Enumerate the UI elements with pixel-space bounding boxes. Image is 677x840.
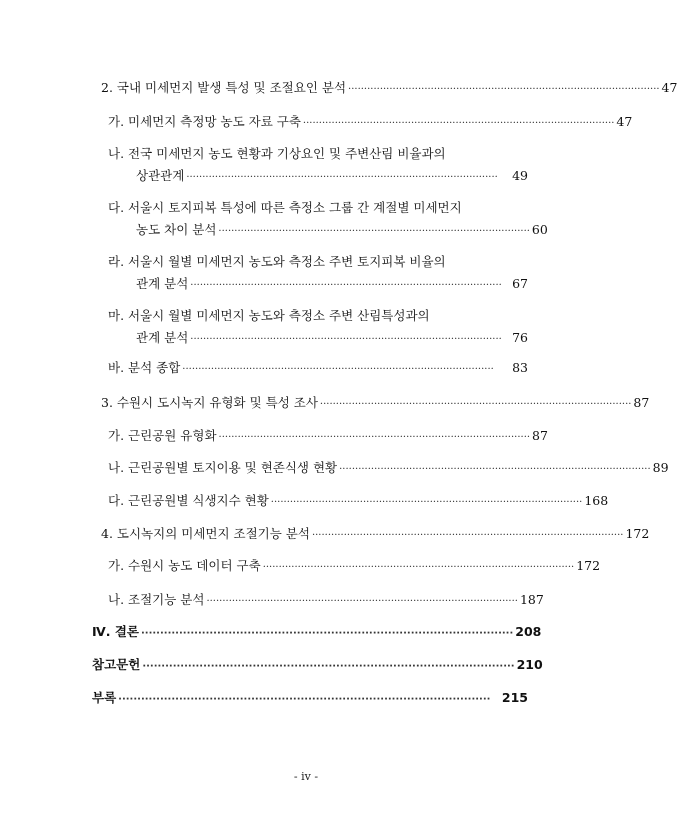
toc-entry-page: 76 bbox=[512, 330, 528, 345]
toc-entry-page: 47 bbox=[661, 80, 677, 95]
toc-entry-3[interactable]: 3. 수원시 도시녹지 유형화 및 특성 조사 ·································································································· 87 bbox=[101, 395, 650, 410]
toc-entry-2-ga[interactable]: 가. 미세먼지 측정망 농도 자료 구축 ·································································································· 47 bbox=[108, 114, 633, 129]
toc-entry-appendix[interactable]: 부록 ·································································································· 215 bbox=[92, 690, 528, 705]
toc-entry-page: 67 bbox=[512, 276, 528, 291]
toc-entry-title: 가. 근린공원 유형화 bbox=[108, 428, 217, 443]
toc-entry-page: 210 bbox=[516, 657, 543, 672]
toc-entry-page: 89 bbox=[652, 460, 669, 475]
toc-entry-page: 47 bbox=[616, 114, 633, 129]
toc-entry-title-cont: 상관관계 bbox=[136, 168, 185, 183]
toc-entry-4-na[interactable]: 나. 조절기능 분석 ·································································································· 187 bbox=[108, 592, 544, 607]
toc-entry-title: 3. 수원시 도시녹지 유형화 및 특성 조사 bbox=[101, 395, 318, 410]
toc-entry-3-na[interactable]: 나. 근린공원별 토지이용 및 현존식생 현황 ·································································································· 89 bbox=[108, 460, 669, 475]
toc-entry-page: 87 bbox=[532, 428, 548, 443]
toc-entry-chapter-4[interactable]: Ⅳ. 결론 ·································································································· 208 bbox=[92, 624, 542, 639]
toc-entry-page: 208 bbox=[515, 624, 542, 639]
toc-entry-3-da[interactable]: 다. 근린공원별 식생지수 현황 ·································································································· 168 bbox=[108, 493, 609, 508]
toc-entry-title: 라. 서울시 월별 미세먼지 농도와 측정소 주변 토지피복 비율의 bbox=[108, 254, 446, 269]
toc-entry-title-cont: 관계 분석 bbox=[136, 330, 189, 345]
toc-entry-2-ra[interactable]: 라. 서울시 월별 미세먼지 농도와 측정소 주변 토지피복 비율의 관계 분석 ·································································································· 67 bbox=[108, 254, 528, 291]
toc-entry-3-ga[interactable]: 가. 근린공원 유형화 ·································································································· 87 bbox=[108, 428, 548, 443]
toc-entry-2-ba[interactable]: 바. 분석 종합 ·································································································· 83 bbox=[108, 360, 528, 375]
toc-entry-references[interactable]: 참고문헌 ·································································································· 210 bbox=[92, 657, 543, 672]
toc-entry-2-da[interactable]: 다. 서울시 토지피복 특성에 따른 측정소 그룹 간 계절별 미세먼지 농도 차이 분석 ·································································································· 60 bbox=[108, 200, 548, 237]
page-number: - iv - bbox=[293, 770, 319, 783]
toc-entry-4[interactable]: 4. 도시녹지의 미세먼지 조절기능 분석 ·································································································· 172 bbox=[101, 526, 650, 541]
toc-entry-title: 다. 근린공원별 식생지수 현황 bbox=[108, 493, 269, 508]
toc-entry-title: 바. 분석 종합 bbox=[108, 360, 181, 375]
toc-entry-title-cont: 농도 차이 분석 bbox=[136, 222, 217, 237]
toc-entry-title: 다. 서울시 토지피복 특성에 따른 측정소 그룹 간 계절별 미세먼지 bbox=[108, 200, 462, 215]
toc-entry-page: 172 bbox=[576, 558, 601, 573]
toc-entry-title: 2. 국내 미세먼지 발생 특성 및 조절요인 분석 bbox=[101, 80, 347, 95]
toc-entry-title: 나. 근린공원별 토지이용 및 현존식생 현황 bbox=[108, 460, 338, 475]
toc-entry-page: 87 bbox=[633, 395, 650, 410]
toc-entry-title: 4. 도시녹지의 미세먼지 조절기능 분석 bbox=[101, 526, 310, 541]
toc-entry-page: 83 bbox=[512, 360, 528, 375]
toc-entry-title: 부록 bbox=[92, 690, 117, 705]
toc-entry-2[interactable]: 2. 국내 미세먼지 발생 특성 및 조절요인 분석 ·································································································· 47 bbox=[101, 80, 677, 95]
toc-entry-title: 마. 서울시 월별 미세먼지 농도와 측정소 주변 산림특성과의 bbox=[108, 308, 430, 323]
toc-entry-title: 가. 수원시 농도 데이터 구축 bbox=[108, 558, 261, 573]
toc-entry-page: 168 bbox=[584, 493, 609, 508]
toc-entry-title: 가. 미세먼지 측정망 농도 자료 구축 bbox=[108, 114, 301, 129]
toc-entry-title: 나. 전국 미세먼지 농도 현황과 기상요인 및 주변산림 비율과의 bbox=[108, 146, 446, 161]
toc-entry-4-ga[interactable]: 가. 수원시 농도 데이터 구축 ·································································································· 172 bbox=[108, 558, 601, 573]
toc-entry-page: 215 bbox=[501, 690, 528, 705]
toc-entry-title: Ⅳ. 결론 bbox=[92, 624, 139, 639]
toc-entry-2-ma[interactable]: 마. 서울시 월별 미세먼지 농도와 측정소 주변 산림특성과의 관계 분석 ·································································································· 76 bbox=[108, 308, 528, 345]
toc-entry-title: 나. 조절기능 분석 bbox=[108, 592, 205, 607]
toc-entry-2-na[interactable]: 나. 전국 미세먼지 농도 현황과 기상요인 및 주변산림 비율과의 상관관계 ·································································································· 49 bbox=[108, 146, 528, 183]
toc-entry-title-cont: 관계 분석 bbox=[136, 276, 189, 291]
toc-entry-title: 참고문헌 bbox=[92, 657, 141, 672]
toc-entry-page: 60 bbox=[531, 222, 548, 237]
toc-entry-page: 187 bbox=[519, 592, 544, 607]
toc-entry-page: 49 bbox=[512, 168, 528, 183]
toc-entry-page: 172 bbox=[625, 526, 650, 541]
